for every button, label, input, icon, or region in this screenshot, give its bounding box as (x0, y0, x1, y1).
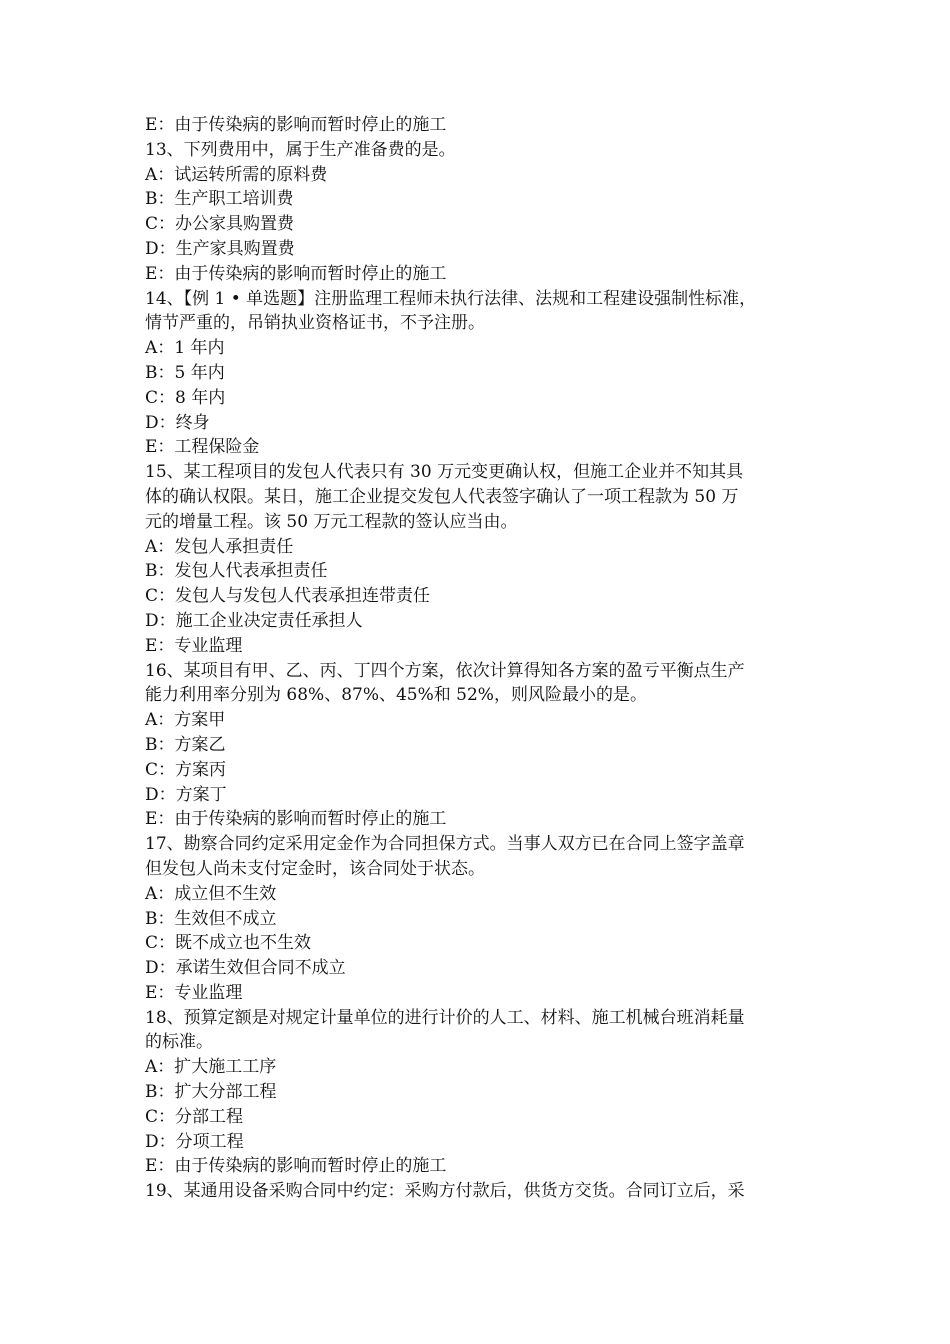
question-16-text-cont: 能力利用率分别为 68%、87%、45%和 52%，则风险最小的是。 (145, 685, 647, 706)
option-c-line: C：方案丙 (145, 759, 227, 780)
option-a-line: A：1 年内 (145, 338, 225, 359)
option-c-line: C：既不成立也不生效 (145, 933, 312, 954)
document-body (145, 113, 810, 1204)
question-17-text: 17、勘察合同约定采用定金作为合同担保方式。当事人双方已在合同上签字盖章 (145, 834, 745, 855)
option-d-line: D：方案丁 (145, 784, 227, 805)
question-14-text: 14、【例 1 • 单选题】注册监理工程师未执行法律、法规和工程建设强制性标准， (145, 288, 757, 309)
option-e-line: E：专业监理 (145, 635, 243, 656)
option-e-line: E：由于传染病的影响而暂时停止的施工 (145, 115, 447, 135)
option-e-line: E：由于传染病的影响而暂时停止的施工 (145, 263, 447, 284)
question-18-text-cont: 的标准。 (145, 1032, 213, 1053)
question-19-text: 19、某通用设备采购合同中约定：采购方付款后，供货方交货。合同订立后，采 (145, 1181, 745, 1202)
option-b-line: B：方案乙 (145, 734, 226, 755)
option-d-line: D：生产家具购置费 (145, 238, 295, 259)
option-b-line: B：5 年内 (145, 362, 225, 383)
option-e-line: E：专业监理 (145, 982, 243, 1003)
option-a-line: A：成立但不生效 (145, 883, 277, 904)
question-15-text-cont: 元的增量工程。该 50 万元工程款的签认应当由。 (145, 511, 518, 532)
option-b-line: B：扩大分部工程 (145, 1082, 277, 1103)
question-18-text: 18、预算定额是对规定计量单位的进行计价的人工、材料、施工机械台班消耗量 (145, 1007, 745, 1028)
option-c-line: C：8 年内 (145, 387, 226, 408)
option-a-line: A：扩大施工工序 (145, 1057, 277, 1078)
question-13-text: 13、下列费用中，属于生产准备费的是。 (145, 139, 456, 160)
option-b-line: B：生产职工培训费 (145, 189, 294, 210)
option-d-line: D：承诺生效但合同不成立 (145, 958, 346, 979)
option-c-line: C：办公家具购置费 (145, 214, 295, 235)
option-b-line: B：发包人代表承担责任 (145, 561, 328, 582)
option-b-line: B：生效但不成立 (145, 908, 277, 929)
option-a-line: A：方案甲 (145, 710, 226, 731)
option-c-line: C：分部工程 (145, 1106, 244, 1127)
question-16-text: 16、某项目有甲、乙、丙、丁四个方案，依次计算得知各方案的盈亏平衡点生产 (145, 660, 745, 681)
option-c-line: C：发包人与发包人代表承担连带责任 (145, 586, 431, 607)
question-15-text-cont: 体的确认权限。某日，施工企业提交发包人代表签字确认了一项工程款为 50 万 (145, 486, 739, 507)
option-a-line: A：试运转所需的原料费 (145, 164, 328, 185)
option-a-line: A：发包人承担责任 (145, 536, 294, 557)
question-15-text: 15、某工程项目的发包人代表只有 30 万元变更确认权，但施工企业并不知其具 (145, 462, 744, 483)
option-e-line: E：由于传染病的影响而暂时停止的施工 (145, 1156, 447, 1177)
question-17-text-cont: 但发包人尚未支付定金时，该合同处于状态。 (145, 858, 485, 879)
option-d-line: D：施工企业决定责任承担人 (145, 610, 363, 631)
question-14-text-cont: 情节严重的，吊销执业资格证书，不予注册。 (145, 313, 485, 334)
option-e-line: E：由于传染病的影响而暂时停止的施工 (145, 809, 447, 830)
option-d-line: D：分项工程 (145, 1131, 244, 1152)
option-e-line: E：工程保险金 (145, 437, 260, 458)
option-d-line: D：终身 (145, 412, 210, 433)
